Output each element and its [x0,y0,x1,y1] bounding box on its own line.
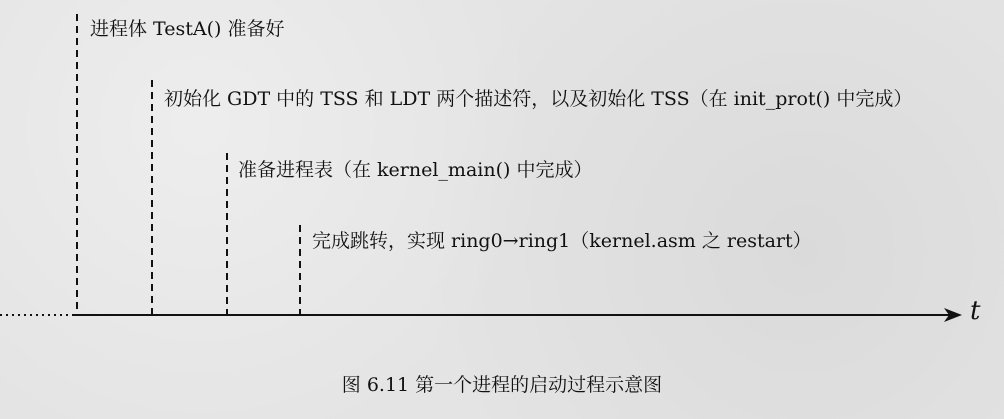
step-1-label: 进程体 TestA() 准备好 [90,18,285,40]
step-4-label: 完成跳转，实现 ring0→ring1（kernel.asm 之 restart） [312,230,812,252]
step-2-label: 初始化 GDT 中的 TSS 和 LDT 两个描述符，以及初始化 TSS（在 init_prot() 中完成） [164,88,913,110]
figure-caption: 图 6.11 第一个进程的启动过程示意图 [341,374,663,396]
time-axis-label: t [970,296,981,326]
step-3-label: 准备进程表（在 kernel_main() 中完成） [238,159,593,181]
